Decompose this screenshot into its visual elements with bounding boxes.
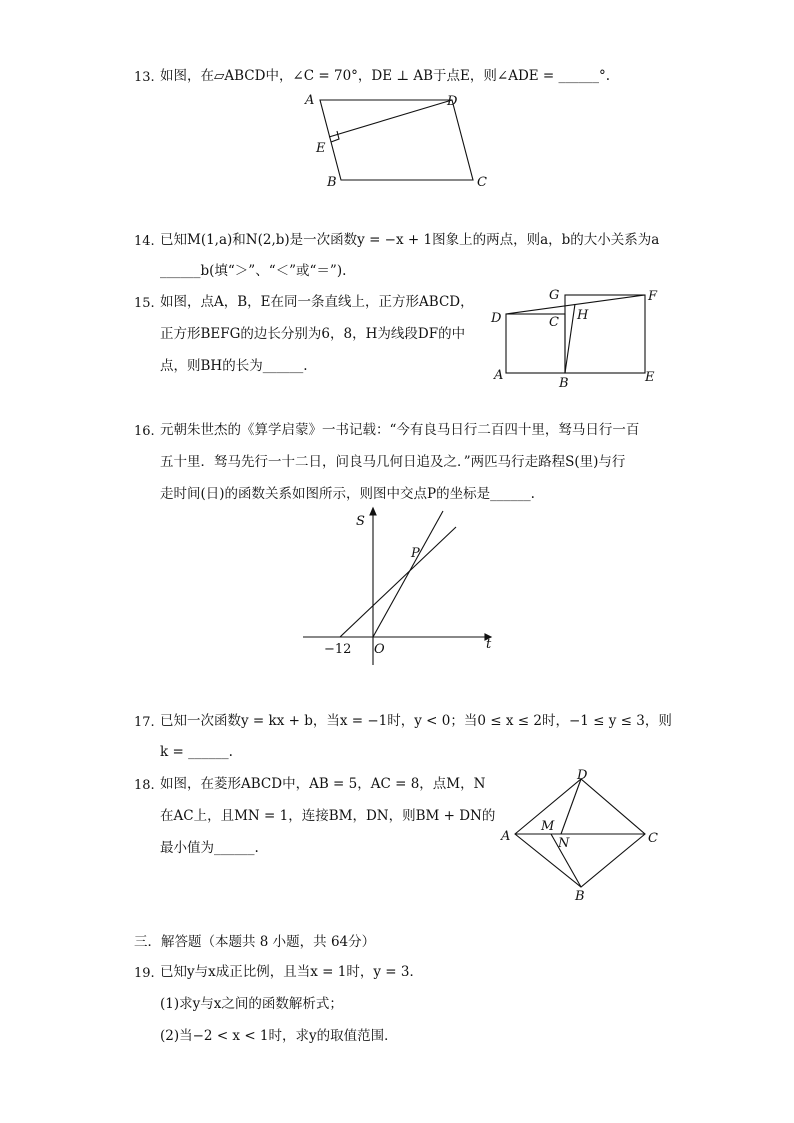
label-c: C [648,831,658,846]
question-19-number: 19. [134,966,155,981]
label-f: F [648,289,658,304]
label-t: t [486,637,492,652]
label-o: O [374,642,385,657]
question-17-line2: k = ______. [160,744,233,760]
question-19-part2: (2)当−2 < x < 1时，求y的取值范围． [160,1028,398,1044]
question-17-number: 17. [134,715,155,730]
label-h: H [577,308,589,323]
slow-horse-line [340,527,456,637]
label-p: P [411,546,420,561]
question-14-line1: 已知M(1,a)和N(2,b)是一次函数y = −x + 1图象上的两点，则a，b的大小关系为a [160,232,660,248]
question-19-part1: (1)求y与x之间的函数解析式； [160,996,343,1012]
segment-de [329,100,452,137]
label-s: S [356,514,365,529]
label-c: C [477,175,487,190]
question-19-line1: 已知y与x成正比例，且当x = 1时，y = 3． [160,964,423,980]
question-16-line1: 元朝朱世杰的《算学启蒙》一书记载：“今有良马日行二百四十里，驽马日行一百 [160,422,640,438]
label-g: G [549,288,560,303]
question-18-number: 18. [134,778,155,793]
rhombus-abcd-figure [495,762,665,904]
question-18-line1: 如图，在菱形ABCD中，AB = 5，AC = 8，点M，N [160,776,486,792]
two-squares-figure [485,284,665,392]
question-15-line3: 点，则BH的长为______. [160,358,308,374]
square-befg [565,295,645,373]
question-13-text: 如图，在▱ABCD中，∠C = 70°，DE ⊥ AB于点E，则∠ADE = ______°. [160,68,611,84]
label-neg12: −12 [324,642,352,657]
question-16-number: 16. [134,424,155,439]
question-14-number: 14. [134,234,155,249]
label-a: A [494,368,504,383]
distance-time-graph [298,505,498,670]
question-18-line2: 在AC上，且MN = 1，连接BM，DN，则BM + DN的 [160,808,496,824]
label-b: B [327,175,337,190]
label-e: E [645,370,655,385]
question-15-line1: 如图，点A，B，E在同一条直线上，正方形ABCD， [160,294,474,310]
parallelogram-abcd [320,100,473,180]
label-a: A [501,829,511,844]
segment-df [506,295,645,314]
label-n: N [558,836,570,851]
label-c: C [549,315,559,330]
segment-bh [565,304,575,373]
question-15-number: 15. [134,296,155,311]
label-m: M [541,819,555,834]
label-e: E [316,141,326,156]
fast-horse-line [373,511,443,637]
question-15-line2: 正方形BEFG的边长分别为6，8，H为线段DF的中 [160,326,466,342]
s-axis-arrow [370,508,376,515]
section-3-heading: 三．解答题（本题共 8 小题，共 64分） [134,934,376,950]
question-16-line3: 走时间(日)的函数关系如图所示，则图中交点P的坐标是______. [160,486,535,502]
question-14-line2: ______b(填“＞”、“＜”或“＝”). [160,263,347,279]
question-18-line3: 最小值为______. [160,840,259,856]
label-d: D [577,768,588,783]
parallelogram-abcd-figure [295,88,500,196]
label-b: B [559,376,569,391]
question-13-number: 13. [134,70,155,85]
label-d: D [491,311,502,326]
label-d: D [447,94,458,109]
question-17-line1: 已知一次函数y = kx + b，当x = −1时，y < 0；当0 ≤ x ≤ 2时，−1 ≤ y ≤ 3，则 [160,713,672,729]
label-b: B [575,889,585,904]
rhombus-abcd [515,779,645,887]
label-a: A [305,93,315,108]
question-16-line2: 五十里．驽马先行一十二日，问良马几何日追及之．”两匹马行走路程S(里)与行 [160,454,626,470]
